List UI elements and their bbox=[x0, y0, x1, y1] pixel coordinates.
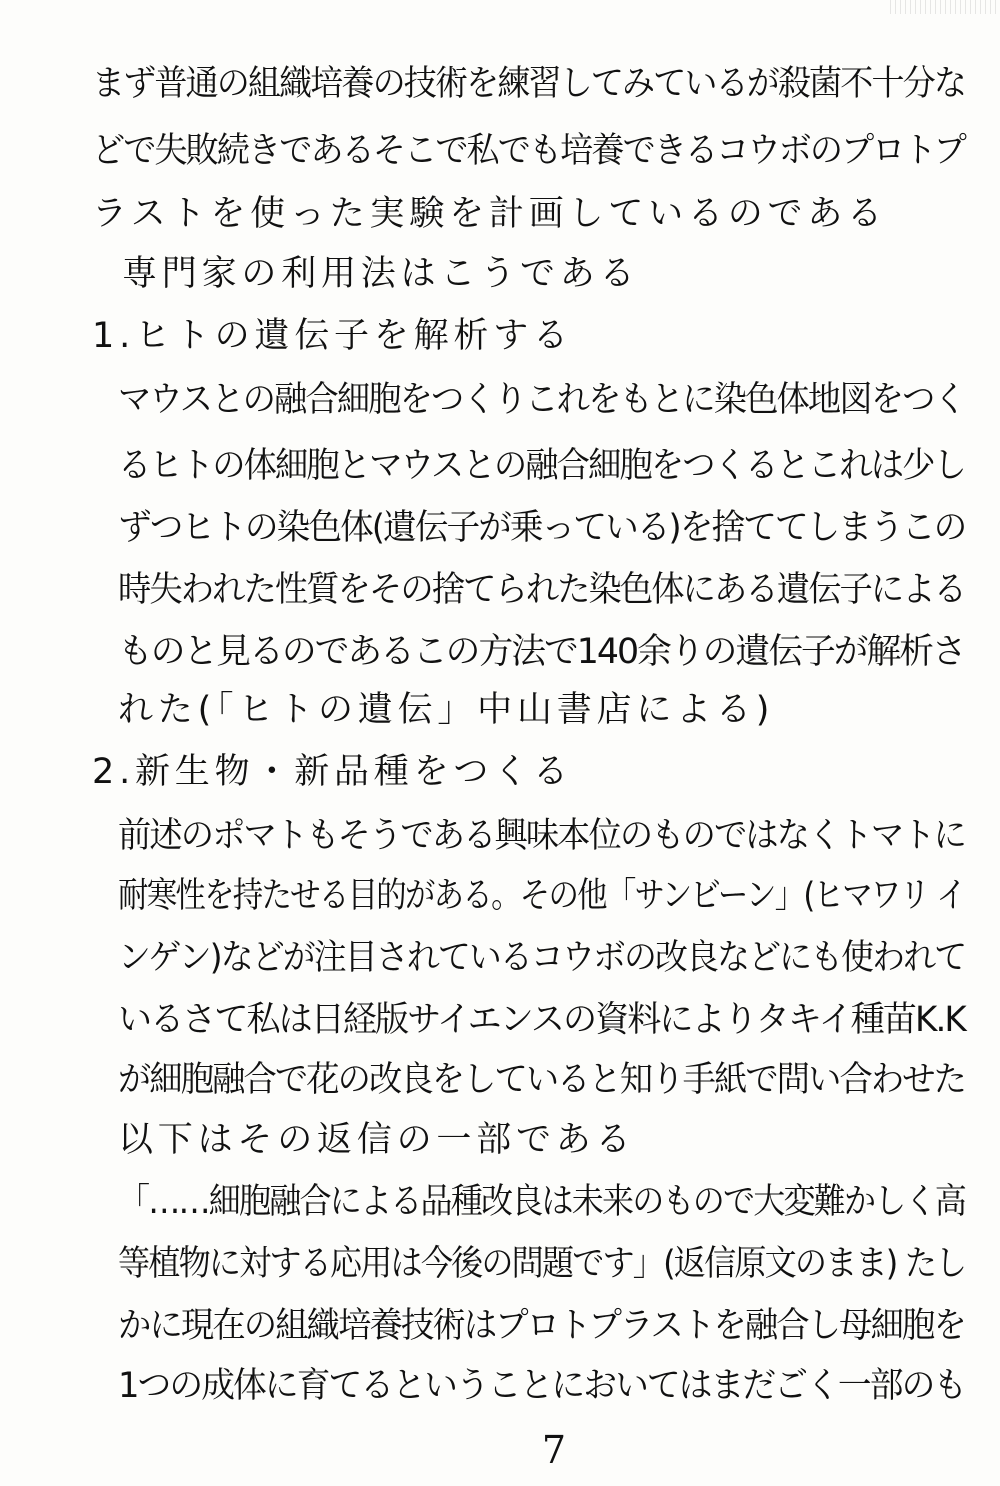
text-line-20: 等植物に対する応用は今後の問題です」(返信原文のまま) たし bbox=[118, 1244, 966, 1284]
page-number: 7 bbox=[541, 1428, 567, 1472]
text-line-14: 耐寒性を持たせる目的がある。その他「サンビーン」(ヒマワリ イ bbox=[118, 876, 965, 916]
text-line-3: ラストを使った実験を計画しているのである bbox=[92, 194, 887, 234]
text-line-11: れた(「ヒトの遺伝」中山書店による) bbox=[118, 690, 775, 730]
text-line-21: かに現在の組織培養技術はプロトプラストを融合し母細胞を bbox=[118, 1306, 965, 1346]
text-line-18: 以下はその返信の一部である bbox=[118, 1120, 636, 1160]
text-line-22: 1つの成体に育てるということにおいてはまだごく一部のも bbox=[118, 1366, 966, 1406]
text-line-5: 1.ヒトの遺伝子を解析する bbox=[92, 316, 573, 356]
text-line-12: 2.新生物・新品種をつくる bbox=[92, 752, 573, 792]
text-line-16: いるさて私は日経版サイエンスの資料によりタキイ種苗K.K bbox=[118, 1000, 965, 1040]
text-line-15: ンゲン)などが注目されているコウボの改良などにも使われて bbox=[118, 938, 966, 978]
text-line-1: まず普通の組織培養の技術を練習してみているが殺菌不十分な bbox=[92, 64, 966, 104]
text-line-2: どで失敗続きであるそこで私でも培養できるコウボのプロトプ bbox=[92, 131, 965, 171]
text-line-9: 時失われた性質をその捨てられた染色体にある遺伝子による bbox=[118, 570, 966, 610]
text-line-4: 専門家の利用法はこうである bbox=[122, 254, 640, 294]
text-line-13: 前述のポマトもそうである興味本位のものではなくトマトに bbox=[118, 816, 966, 856]
text-line-19: 「……細胞融合による品種改良は未来のもので大変難かしく高 bbox=[118, 1182, 966, 1222]
text-line-7: るヒトの体細胞とマウスとの融合細胞をつくるとこれは少し bbox=[118, 446, 965, 486]
text-line-17: が細胞融合で花の改良をしていると知り手紙で問い合わせた bbox=[118, 1060, 966, 1100]
text-line-8: ずつヒトの染色体(遺伝子が乗っている)を捨ててしまうこの bbox=[118, 508, 966, 548]
text-line-6: マウスとの融合細胞をつくりこれをもとに染色体地図をつく bbox=[118, 380, 965, 420]
text-line-10: ものと見るのであるこの方法で140余りの遺伝子が解析さ bbox=[118, 632, 965, 672]
scan-edge-noise bbox=[890, 0, 1000, 14]
